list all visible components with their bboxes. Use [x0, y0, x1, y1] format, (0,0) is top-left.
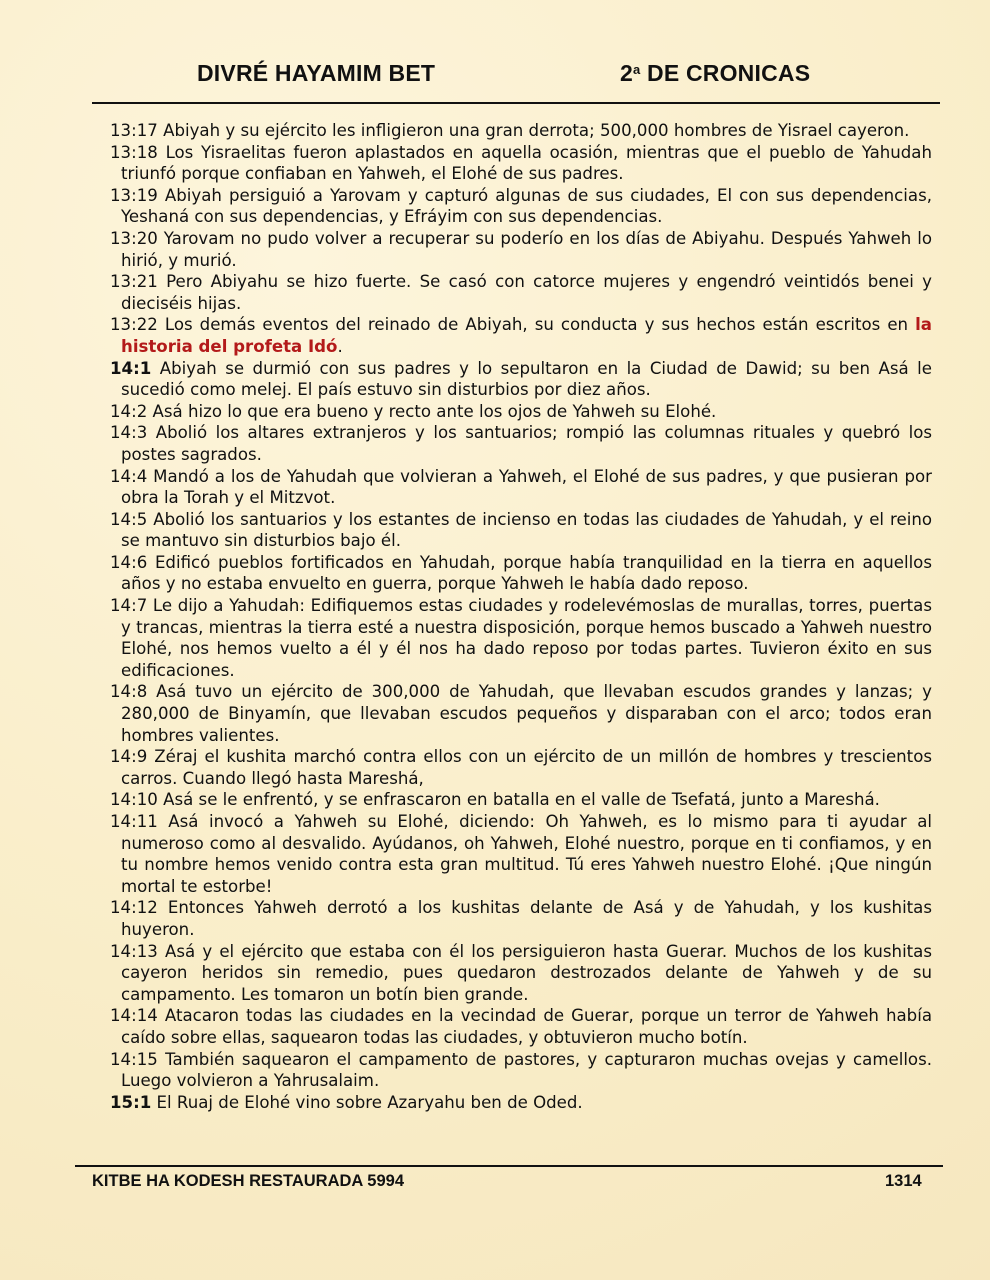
verse-ref: 14:9	[110, 747, 148, 767]
verse	[110, 897, 932, 940]
verse	[110, 681, 932, 746]
verse	[110, 142, 932, 185]
verse-text: Abiyah persiguió a Yarovam y capturó algunas de sus ciudades, El con sus dependencias, Yeshaná con sus dependencias, y Efráyim con sus dependencias.	[121, 185, 932, 227]
verse-ref: 14:2	[110, 401, 148, 421]
verse	[110, 228, 932, 271]
verse-ref: 14:14	[110, 1006, 158, 1026]
verse-ref: 15:1	[110, 1092, 152, 1112]
verse-text: Los demás eventos del reinado de Abiyah, su conducta y sus hechos están escritos en	[157, 315, 916, 335]
verse	[110, 185, 932, 228]
verse-text: Entonces Yahweh derrotó a los kushitas delante de Asá y de Yahudah, y los kushitas huyeron.	[121, 898, 932, 939]
verse-text: Abiyah se durmió con sus padres y lo sepultaron en la Ciudad de Dawid; su ben Asá le sucedió como melej. El país estuvo sin disturbios por diez años.	[121, 358, 932, 400]
verse-text: Le dijo a Yahudah: Edifiquemos estas ciudades y rodelevémoslas de murallas, torres, puertas y trancas, mientras la tierra esté a nuestra disposición, porque hemos buscado a Yahweh nuestro Elohé, nos hemos vuelto a él y él nos ha dado reposo por todas partes. Tuvieron éxito en sus edificaciones.	[121, 596, 932, 680]
verse-text: Asá invocó a Yahweh su Elohé, diciendo: Oh Yahweh, es lo mismo para ti ayudar al numeroso como al desvalido. Ayúdanos, oh Yahweh, Elohé nuestro, porque en ti confiamos, y en tu nombre hemos venido contra esta gran multitud. Tú eres Yahweh nuestro Elohé. ¡Que ningún mortal te estorbe!	[121, 812, 932, 896]
verse-ref: 13:20	[110, 228, 158, 248]
verse	[110, 271, 932, 314]
verse	[110, 509, 932, 552]
verse-text: Abolió los santuarios y los estantes de incienso en todas las ciudades de Yahudah, y el reino se mantuvo sin disturbios bajo él.	[121, 509, 932, 551]
verse-ref: 14:1	[110, 358, 152, 378]
verse	[110, 595, 932, 681]
verse	[110, 422, 932, 465]
chapter-title-rest: DE CRONICAS	[640, 60, 811, 86]
verse-text: También saquearon el campamento de pastores, y capturaron muchas ovejas y camellos. Luego volvieron a Yahrusalaim.	[121, 1049, 932, 1091]
page-number: 1314	[885, 1172, 922, 1190]
verse-text: Los Yisraelitas fueron aplastados en aquella ocasión, mientras que el pueblo de Yahudah triunfó porque confiaban en Yahweh, el Elohé de sus padres.	[121, 142, 932, 184]
chapter-title	[620, 60, 810, 87]
chapter-title-num: 2	[620, 60, 633, 86]
verse-ref: 14:7	[110, 596, 148, 616]
verse-text: Mandó a los de Yahudah que volvieran a Yahweh, el Elohé de sus padres, y que pusieran por obra la Torah y el Mitzvot.	[121, 466, 932, 508]
verse-ref: 14:8	[110, 682, 148, 702]
verse	[110, 314, 932, 357]
verse	[110, 552, 932, 595]
verse-ref: 14:3	[110, 423, 148, 443]
verse-ref: 14:12	[110, 898, 158, 918]
chapter-title-sup: a	[633, 62, 641, 77]
footer-divider	[75, 1165, 943, 1167]
verse-ref: 13:17	[110, 121, 158, 140]
verse-text: Yarovam no pudo volver a recuperar su poderío en los días de Abiyahu. Después Yahweh lo hirió, y murió.	[121, 228, 932, 270]
verse-text: Zéraj el kushita marchó contra ellos con un ejército de un millón de hombres y trescientos carros. Cuando llegó hasta Mareshá,	[121, 747, 932, 788]
verse	[110, 811, 932, 897]
verse-list	[110, 120, 932, 1113]
verse-ref: 13:18	[110, 142, 158, 162]
verse-ref: 14:6	[110, 552, 148, 572]
verse-ref: 13:22	[110, 315, 158, 335]
verse-text: Asá hizo lo que era bueno y recto ante los ojos de Yahweh su Elohé.	[147, 401, 717, 421]
verse-text: Abolió los altares extranjeros y los santuarios; rompió las columnas rituales y quebró los postes sagrados.	[121, 423, 932, 464]
verse-text: Atacaron todas las ciudades en la vecindad de Guerar, porque un terror de Yahweh había caído sobre ellas, saquearon todas las ciudades, y obtuvieron mucho botín.	[121, 1006, 932, 1047]
verse	[110, 789, 932, 811]
verse	[110, 401, 932, 423]
verse-ref: 14:13	[110, 941, 158, 961]
verse	[110, 1049, 932, 1092]
verse	[110, 358, 932, 401]
verse-ref: 13:21	[110, 272, 158, 292]
verse-text: Asá se le enfrentó, y se enfrascaron en batalla en el valle de Tsefatá, junto a Mareshá.	[157, 790, 880, 810]
verse-text: Asá y el ejército que estaba con él los persiguieron hasta Guerar. Muchos de los kushitas cayeron heridos sin remedio, pues quedaron destrozados delante de Yahweh y de su campamento. Les tomaron un botín bien grande.	[121, 941, 932, 1004]
verse-ref: 13:19	[110, 185, 158, 205]
verse	[110, 1005, 932, 1048]
verse	[110, 466, 932, 509]
page-header	[92, 58, 940, 104]
verse-ref: 14:11	[110, 812, 158, 831]
verse-text: Pero Abiyahu se hizo fuerte. Se casó con catorce mujeres y engendró veintidós benei y dieciséis hijas.	[121, 272, 932, 313]
verse	[110, 941, 932, 1006]
verse-ref: 14:4	[110, 466, 148, 486]
verse-text: El Ruaj de Elohé vino sobre Azaryahu ben de Oded.	[151, 1092, 583, 1112]
verse-ref: 14:5	[110, 509, 148, 529]
historia-link[interactable]: la historia del profeta Idó	[121, 315, 932, 356]
book-title: DIVRÉ HAYAMIM BET	[197, 60, 436, 86]
footer-title: KITBE HA KODESH RESTAURADA 5994	[92, 1172, 405, 1190]
verse-ref: 14:10	[110, 790, 158, 810]
verse-ref: 14:15	[110, 1049, 158, 1069]
verse	[110, 120, 932, 142]
verse-text: Asá tuvo un ejército de 300,000 de Yahudah, que llevaban escudos grandes y lanzas; y 280,000 de Binyamín, que llevaban escudos pequeños y disparaban con el arco; todos eran hombres valientes.	[121, 682, 932, 745]
verse	[110, 1092, 932, 1114]
verse-text: Edificó pueblos fortificados en Yahudah, porque había tranquilidad en la tierra en aquellos años y no estaba envuelto en guerra, porque Yahweh le había dado reposo.	[121, 552, 932, 594]
verse-text: Abiyah y su ejército les infligieron una gran derrota; 500,000 hombres de Yisrael cayeron.	[157, 121, 910, 140]
verse	[110, 746, 932, 789]
verse-text-after: .	[337, 336, 343, 356]
